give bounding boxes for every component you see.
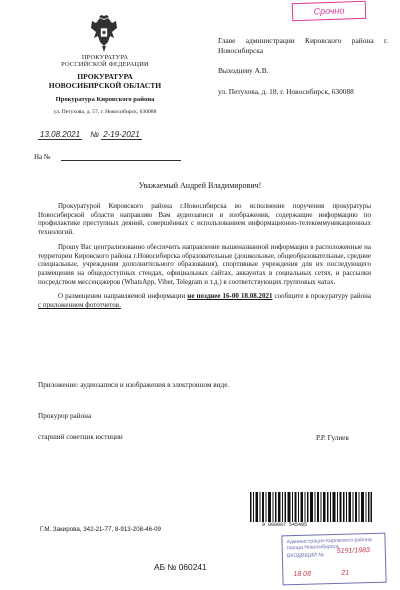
doc-number: 2-19-2021 — [103, 130, 140, 139]
incoming-day-month: 18 08 — [293, 570, 312, 579]
executor-contact: Г.М. Закирова, 342-21-77, 8-913-208-46-09 — [40, 526, 161, 533]
addressee-name: Выходцеву А.В. — [218, 66, 269, 75]
incoming-year: 21 — [341, 569, 350, 577]
attachment-note: Приложение: аудиозаписи и изображения в электронном виде. — [38, 381, 230, 389]
barcode — [250, 492, 372, 522]
header-line2: РОССИЙСКОЙ ФЕДЕРАЦИИ — [61, 61, 149, 68]
letter-body — [38, 202, 371, 316]
urgent-stamp: Срочно — [292, 1, 367, 22]
incoming-stamp-title: Администрация Кировского района города Новосибирска — [286, 537, 372, 552]
header-line1: ПРОКУРАТУРА — [81, 54, 129, 61]
incoming-stamp — [281, 533, 386, 586]
org-title-1: ПРОКУРАТУРА — [77, 72, 133, 81]
greeting: Уважаемый Андрей Владимирович! — [138, 181, 262, 190]
signer-title-1: Прокурор района — [38, 412, 92, 420]
signer-title-2: старший советник юстиции — [38, 433, 123, 441]
coat-of-arms-emblem — [88, 14, 120, 54]
reference-label: На № — [34, 153, 51, 161]
doc-date: 13.08.2021 — [40, 130, 81, 139]
department: Прокуратура Кировского района — [55, 96, 155, 103]
paragraph-3: О размещении направляемой информации не позднее 16-00 18.08.2021 сообщите в прокуратуру района с приложением фототчетов. — [38, 292, 371, 310]
doc-date-number — [38, 130, 142, 140]
photo-report-note: с приложением фототчетов. — [38, 301, 121, 310]
addressee-block — [218, 36, 388, 107]
signer-name: Р.Р. Гулиев — [316, 434, 349, 442]
org-title-2: НОВОСИБИРСКОЙ ОБЛАСТИ — [48, 81, 162, 90]
deadline: не позднее 16-00 18.08.2021 — [187, 292, 273, 301]
barcode-number: 9 000007 545495 — [262, 522, 308, 528]
addressee-to: Главе администрации Кировского района г. Новосибирска — [218, 36, 388, 55]
incoming-label: ВХОДЯЩИЙ № — [286, 552, 325, 560]
sender-header — [20, 54, 190, 115]
incoming-number: 5191/1983 — [336, 547, 370, 555]
form-series-number: АБ № 060241 — [154, 562, 207, 572]
paragraph-2: Прошу Вас централизованно обеспечить направление вышеназванной информации в расположенные на территории Кировского района г.Новосибирска образовательные (дошкольные, общеобразовательные, средние специальные, учреждения дополнительного образования), спортивные учреждения для их последующего размещения на общедоступных стендах, официальных сайтах, аккаунтах в социальных сетях, и рассылки посредством мессенджеров (WhatsApp, Viber, Telegram и т.д.) в соответствующих групповых чатах. — [38, 242, 371, 286]
reference-line — [34, 153, 181, 161]
doc-no-label: № — [90, 130, 99, 139]
sender-address: ул. Петухова, д. 57, г. Новосибирск, 630088 — [53, 109, 157, 115]
paragraph-1: Прокуратурой Кировского района г.Новосибирска во исполнение поручения прокуратуры Новосибирской области направляю Вам аудиозаписи и изображения, содержащие информацию по профилактике преступных деяний, совершённых с использованием информационно-телекоммуникационных технологий. — [38, 202, 371, 237]
addressee-address: ул. Петухова, д. 18, г. Новосибирск, 630088 — [218, 86, 354, 96]
